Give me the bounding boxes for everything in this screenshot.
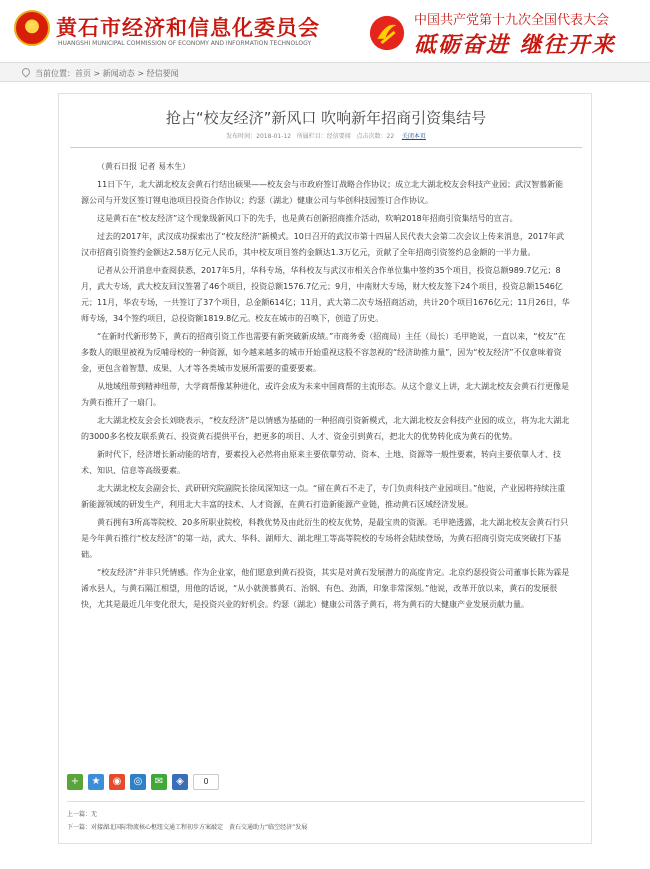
article-paragraph: （黄石日报 记者 易木生） [97, 162, 191, 171]
close-page-link[interactable]: 关闭本页 [401, 133, 426, 140]
article-paragraph: 从地域纽带到精神纽带，大学商帮像某种进化，或许会成为未来中国商帮的主流形态。从这个意义上讲，北大湖北校友会黄石行更像是为黄石推开了一扇门。 [81, 382, 569, 407]
org-name-en: HUANGSHI MUNICIPAL COMMISSION OF ECONOMY AND INFORMATION TECHNOLOGY [58, 40, 312, 47]
breadcrumb-label: 当前位置： [35, 69, 75, 78]
breadcrumb-text [35, 68, 179, 79]
article-paragraph: 11日下午，北大湖北校友会黄石行结出硕果——校友会与市政府签订战略合作协议；成立北大湖北校友会科技产业园；武汉智慕新能源公司与开发区签订锂电池项目投资合作协议；约瑟（湖北）健康公司与华创科技园签订合作协议。 [81, 180, 564, 205]
article-paragraph: 北大湖北校友会副会长、武研研究院副院长徐凤深知这一点。“留在黄石不走了，专门负责科技产业园项目。”他说，产业园将持续注重新能源领域的研发生产，利用北大丰富的技术、人才资源，在黄石打造新能源产业链，推动黄石区域经济发展。 [81, 484, 566, 509]
prev-article-link[interactable]: 上一篇：无 [67, 811, 98, 818]
share-people-icon[interactable]: ◈ [172, 774, 188, 790]
view-count: 点击次数：22 [356, 133, 395, 140]
article-container [58, 93, 592, 844]
article-paragraph: “校友经济”并非只凭情感。作为企业家，他们愿意到黄石投资，其实是对黄石发展潜力的高度肯定。北京约瑟投资公司董事长陈为霖是浠水县人，与黄石隔江相望，用他的话说，“从小就羡慕黄石、治钢、有色、劲酒，印象非常深刻。”他说，改革开放以来，黄石的发展很快，尤其是最近几年变化很大，是投资兴业的好机会。约瑟（湖北）健康公司落子黄石，将为黄石的大健康产业发展贡献力量。 [81, 568, 570, 609]
publish-time: 发布时间：2018-01-12 [226, 133, 292, 140]
title-divider [70, 147, 582, 148]
article-paragraph: 记者从公开消息中查阅获悉，2017年5月，华科专场，华科校友与武汉市相关合作单位集中签约35个项目，投资总额989.7亿元；8月，武大专场，武大校友回汉签署了46个项目，投资总额1576.7亿元；9月，中南财大专场，财大校友签下24个项目，投资总额1546亿元；11月，华农专场，一共签订了37个项目，总金额614亿；11月，武大第二次专场招商活动，共计20个项目1676亿元；11月26日，华师专场，34个签约项目，总投资额1819.8亿元。校友在城市的召唤下，创造了历史。 [81, 266, 570, 323]
share-count: 0 [193, 774, 219, 790]
org-name: 黄石市经济和信息化委员会 [56, 16, 320, 40]
share-tencent-weibo-icon[interactable]: ◎ [130, 774, 146, 790]
next-article-link[interactable]: 下一篇：对接湖北国际物流核心枢纽交通工程初步方案敲定 黄石交通助力“临空经济”发展 [67, 824, 308, 831]
article-paragraph: 黄石拥有3所高等院校、20多所职业院校，科教优势及由此衍生的校友优势，是最宝贵的资源。毛甲艳透露，北大湖北校友会黄石行只是今年黄石推行“校友经济”的第一站，武大、华科、湖师大、湖北理工等高等院校的专场将会陆续登场，为黄石招商引资完成突破打下基础。 [81, 518, 569, 559]
site-header [0, 0, 650, 62]
article-title: 抢占“校友经济”新风口 吹响新年招商引资集结号 [165, 109, 487, 127]
national-emblem-icon [14, 10, 50, 46]
share-qzone-star-icon[interactable]: ★ [88, 774, 104, 790]
article-paragraph: 新时代下，经济增长新动能的培育，要素投入必然将由原来主要依靠劳动、资本、土地、资源等一般性要素，转向主要依靠人才、技术、知识、信息等高级要素。 [81, 450, 561, 475]
breadcrumb-separator: > [91, 69, 103, 78]
party-slogan: 砥砺奋进 继往开来 [414, 33, 616, 58]
article-paragraph: “在新时代新形势下，黄石的招商引资工作也需要有新突破新成绩。”市商务委（招商局）主任（局长）毛甲艳说，一直以来，“校友”在多数人的眼里被视为反哺母校的一种资源，如今越来越多的城市开始重视这股不容忽视的“经济助推力量”，因为“校友经济”不仅意味着资金，更包含着智慧、成果、人才等各类城市发展所需要的重要要素。 [81, 332, 566, 373]
share-wechat-icon[interactable]: ✉ [151, 774, 167, 790]
article-body [81, 159, 571, 615]
share-weibo-icon[interactable]: ◉ [109, 774, 125, 790]
article-paragraph: 这是黄石在“校友经济”这个现象级新风口下的先手，也是黄石创新招商推介活动，吹响2018年招商引资集结号的宣言。 [97, 214, 518, 223]
breadcrumb [0, 62, 650, 82]
article-paragraph: 过去的2017年，武汉成功探索出了“校友经济”新模式。10日召开的武汉市第十四届人民代表大会第二次会议上传来消息，2017年武汉市招商引资签约金额达2.58万亿元人民币，其中校友项目签约金额达1.3万亿元，贡献了全年招商引资签约总金额的一半力量。 [81, 232, 565, 257]
party-emblem-icon [368, 14, 406, 52]
breadcrumb-home-link[interactable]: 首页 [75, 69, 91, 78]
breadcrumb-separator: > [134, 69, 147, 78]
breadcrumb-news-link[interactable]: 新闻动态 [102, 69, 135, 78]
article-meta [59, 131, 593, 140]
breadcrumb-current[interactable]: 经信要闻 [146, 69, 179, 78]
article-category: 所属栏目：经信要闻 [296, 133, 351, 140]
party-congress-title: 中国共产党第十九次全国代表大会 [414, 13, 610, 28]
pager-divider [67, 801, 585, 802]
location-pin-icon [20, 66, 31, 77]
article-paragraph: 北大湖北校友会会长刘晓表示，“校友经济”是以情感为基础的一种招商引资新模式，北大湖北校友会科技产业园的成立，将为北大湖北的3000多名校友联系黄石、投资黄石提供平台，把更多的项目、人才、资金引到黄石，把北大的优势转化成为黄石的优势。 [81, 416, 570, 441]
share-more-plus-icon[interactable]: + [67, 774, 83, 790]
